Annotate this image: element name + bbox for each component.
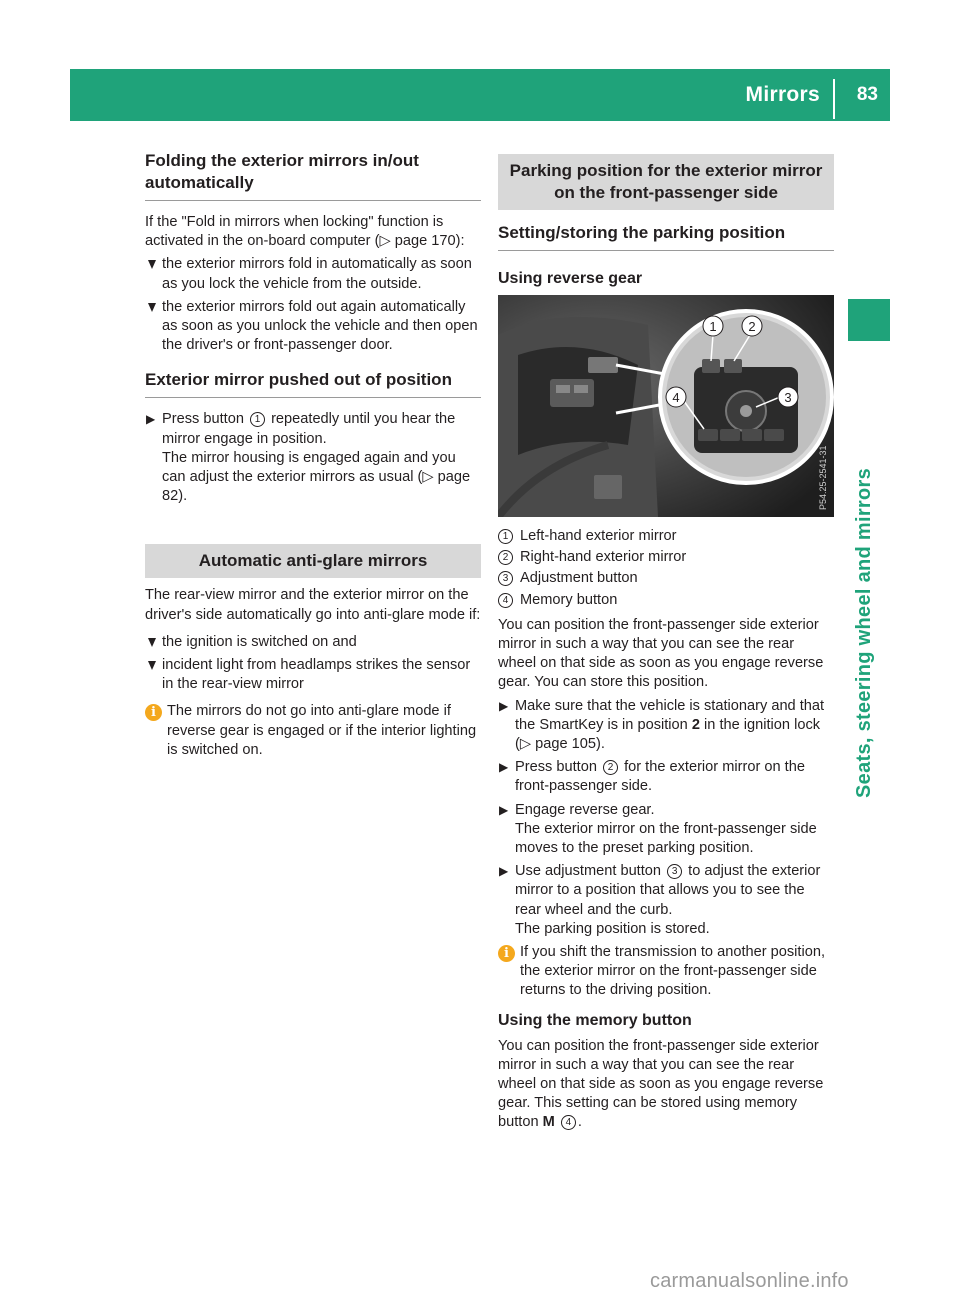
antiglare-bullet-1: the ignition is switched on and xyxy=(145,633,481,652)
pushed-step-1-result: The mirror housing is engaged again and you can adjust the exterior mirrors as usual (▷ page 82). xyxy=(162,449,471,505)
setting-heading: Setting/storing the parking position xyxy=(498,222,834,251)
antiglare-bullet-2: incident light from headlamps strikes the sensor in the rear-view mirror xyxy=(145,656,481,694)
side-tab-label: Seats, steering wheel and mirrors xyxy=(853,467,875,798)
door-panel-photo xyxy=(498,295,834,517)
memory-heading: Using the memory button xyxy=(498,1011,692,1029)
photo-callout-2 xyxy=(742,316,762,336)
legend-3: 3 Adjustment button xyxy=(498,569,834,588)
pushed-step-1: ▶ Press button 1 repeatedly until you hear the mirror engage in position. The mirror housing is engaged again and you can adjust the exterior mirrors as usual (▷ page 82). xyxy=(146,411,471,505)
callout-3-text: 3 xyxy=(784,390,792,405)
step-arrow-icon: ▶ xyxy=(499,802,509,817)
side-tab-marker xyxy=(848,299,890,341)
pushed-heading: Exterior mirror pushed out of position xyxy=(145,369,481,398)
info-icon: i xyxy=(145,704,162,721)
legend-2: 2 Right-hand exterior mirror xyxy=(498,548,834,567)
footer-watermark: carmanualsonline.info xyxy=(650,1270,849,1292)
callout-4-text: 4 xyxy=(672,390,680,405)
photo-callout-1 xyxy=(703,316,723,336)
photo-code: P54.25-2541-31 xyxy=(818,445,828,510)
callout-1-text: 1 xyxy=(709,319,717,334)
step-arrow-icon: ▶ xyxy=(499,698,509,713)
fold-intro: If the "Fold in mirrors when locking" function is activated in the on-board computer (▷ page 170): xyxy=(145,214,465,250)
photo-callout-3 xyxy=(778,387,798,407)
left-column xyxy=(145,150,481,764)
callout-4-icon: 4 xyxy=(561,1115,576,1130)
callout-2-icon: 2 xyxy=(603,760,618,775)
antiglare-intro: The rear-view mirror and the exterior mirror on the driver's side automatically go into anti-glare mode if: xyxy=(145,587,481,623)
reverse-step-1: ▶ Make sure that the vehicle is stationary and that the SmartKey is in position 2 in the ignition lock (▷ page 105). xyxy=(499,697,825,753)
reverse-step-2: ▶ Press button 2 for the exterior mirror on the front-passenger side. xyxy=(499,759,805,795)
callout-2-icon: 2 xyxy=(498,550,513,565)
header-bar xyxy=(70,69,890,121)
reverse-intro: You can position the front-passenger side exterior mirror in such a way that you can see the rear wheel on that side as soon as you engage reverse gear. You can store this position. xyxy=(498,616,824,691)
legend-1: 1 Left-hand exterior mirror xyxy=(498,527,834,546)
callout-3-icon: 3 xyxy=(498,571,513,586)
callout-3-icon: 3 xyxy=(667,864,682,879)
callout-4-icon: 4 xyxy=(498,593,513,608)
header-divider xyxy=(833,79,835,119)
reverse-step-3-result: The exterior mirror on the front-passenger side moves to the preset parking position. xyxy=(515,820,817,857)
reverse-info: i If you shift the transmission to another position, the exterior mirror on the front-passenger side returns to the driving position. xyxy=(498,943,834,1001)
info-icon: i xyxy=(498,945,515,962)
callout-2-text: 2 xyxy=(748,319,756,334)
step-arrow-icon: ▶ xyxy=(499,760,509,775)
section-title: Mirrors xyxy=(745,83,820,106)
reverse-heading: Using reverse gear xyxy=(498,270,643,287)
legend-4: 4 Memory button xyxy=(498,591,834,610)
fold-heading: Folding the exterior mirrors in/out automatically xyxy=(145,150,481,201)
antiglare-heading: Automatic anti-glare mirrors xyxy=(145,544,481,578)
step-arrow-icon: ▶ xyxy=(499,864,509,879)
page-number: 83 xyxy=(856,84,878,105)
door-panel-illustration xyxy=(498,295,834,517)
memory-text: You can position the front-passenger side exterior mirror in such a way that you can see the rear wheel on that side as soon as you engage reverse gear. This setting can be stored using memory button M 4 . xyxy=(498,1037,824,1131)
reverse-step-4: ▶ Use adjustment button 3 to adjust the exterior mirror to a position that allows you to see the rear wheel and the curb. The parking position is stored. xyxy=(499,863,821,937)
callout-1-icon: 1 xyxy=(250,412,265,427)
callout-1-icon: 1 xyxy=(498,529,513,544)
photo-callout-4 xyxy=(666,387,686,407)
antiglare-info: i The mirrors do not go into anti-glare mode if reverse gear is engaged or if the interior lighting is switched on. xyxy=(145,702,481,760)
right-column xyxy=(498,154,834,1137)
parking-heading: Parking position for the exterior mirror on the front-passenger side xyxy=(498,154,834,210)
step-arrow-icon: ▶ xyxy=(146,412,156,427)
fold-bullet-1: the exterior mirrors fold in automatically as soon as you lock the vehicle from the outside. xyxy=(145,255,481,293)
reverse-step-3: ▶ Engage reverse gear. The exterior mirror on the front-passenger side moves to the preset parking position. xyxy=(499,801,817,857)
reverse-step-4-result: The parking position is stored. xyxy=(515,920,710,937)
fold-bullet-2: the exterior mirrors fold out again automatically as soon as you unlock the vehicle and then open the driver's or front-passenger door. xyxy=(145,298,481,356)
